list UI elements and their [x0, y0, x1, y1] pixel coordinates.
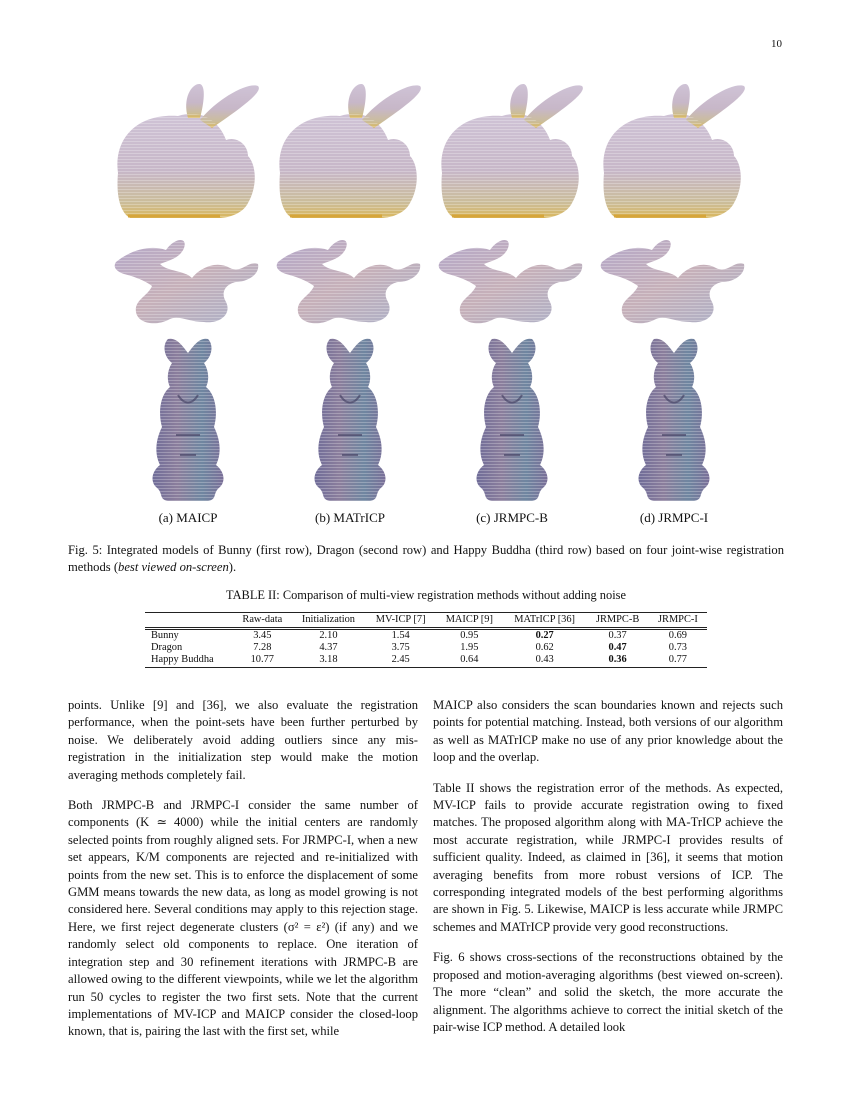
paragraph: MAICP also considers the scan boundaries known and rejects such points for potential matching. Instead, both versions of our algorithm as well as MATrICP make no use of any prior knowledge about the loop and the overlap.: [433, 698, 783, 765]
table-row: [145, 654, 707, 668]
table-cell: 0.47: [608, 642, 627, 653]
table-cell: 0.73: [668, 642, 687, 653]
subcaption-a: (a) MAICP: [158, 510, 218, 525]
figure-caption: [68, 542, 784, 576]
table-header: [145, 613, 233, 629]
paragraph: Table II shows the registration error of the methods. As expected, MV-ICP fails to provide accurate registration owing to fixed matches. The proposed algorithm along with MA-TrICP achieve the most accurate registration, while JRMPC-I provides results of sufficient quality. Indeed, as claimed in [36], it seems that motion averaging benefits from more robust versions of ICP. The corresponding integrated models of the best performing algorithms are shown in Fig. 5. Likewise, MAICP is less accurate while JRMPC schemes and MATrICP provide very good reconstructions.: [433, 780, 783, 934]
dragon-jrmpc-b-image: [432, 230, 592, 330]
table-header: MAICP [9]: [436, 613, 503, 629]
table-cell: 0.37: [608, 630, 627, 641]
table-cell: 1.95: [460, 642, 479, 653]
subcaption-c: (c) JRMPC-B: [476, 510, 548, 525]
table-header: Raw-data: [233, 613, 291, 629]
paragraph: Both JRMPC-B and JRMPC-I consider the same number of components (K ≃ 4000) while the initial centers are randomly selected points from roughly aligned sets. For JRMPC-I, when a new set appears, K/M components are rejected and re-initialized with points from the new set. This is to enforce the displacement of some GMM means towards the new data, as long as model growing is not considered here. Several conditions may apply to this rejection stage. Here, we first reject degenerate clusters (σ² = ε²) (if any) and we randomly select old components to replace. One iteration of integration step and 30 refinement iterations with JRMPC-B are allowed owing to the different viewpoints, while we let the algorithm run 50 cycles to register the two first sets. Note that the current implementations of MV-ICP and MAICP consider the closed-loop known, that is, pairing the last with the first set, while: [68, 798, 418, 1039]
table-cell: 1.54: [391, 630, 410, 641]
figure-caption-main: Fig. 5: Integrated models of Bunny (first row), Dragon (second row) and Happy Buddha (third row) based on four joint-wise registration methods (: [68, 543, 784, 574]
figure-5: [108, 78, 778, 508]
table-cell: 0.77: [649, 654, 707, 668]
table-cell: 3.75: [391, 642, 410, 653]
buddha-maicp-image: [138, 335, 238, 503]
table-header: MV-ICP [7]: [366, 613, 436, 629]
table-cell: 10.77: [233, 654, 291, 668]
table-header-row: [145, 613, 707, 629]
table-row-label: Happy Buddha: [145, 654, 233, 668]
page-number: 10: [771, 38, 782, 50]
figure-caption-end: ).: [228, 560, 237, 574]
subcaption-b: (b) MATrICP: [315, 510, 385, 525]
table-cell: 2.45: [366, 654, 436, 668]
results-table: [145, 612, 707, 668]
buddha-matricp-image: [300, 335, 400, 503]
table-cell: 0.62: [535, 642, 554, 653]
table-cell: 4.37: [319, 642, 338, 653]
dragon-jrmpc-i-image: [594, 230, 754, 330]
table-cell: 3.18: [291, 654, 365, 668]
bunny-jrmpc-b-image: [432, 78, 592, 223]
table-row-label: Dragon: [151, 642, 183, 653]
table-cell: 0.64: [436, 654, 503, 668]
table-row: [145, 629, 707, 643]
table-cell: 0.69: [668, 630, 687, 641]
table-header: Initialization: [291, 613, 365, 629]
table-header: JRMPC-I: [649, 613, 707, 629]
bunny-matricp-image: [270, 78, 430, 223]
table-cell: 7.28: [253, 642, 272, 653]
table-cell: 0.36: [586, 654, 648, 668]
table-cell: 0.43: [503, 654, 587, 668]
body-column-left: [68, 697, 418, 1054]
buddha-jrmpc-b-image: [462, 335, 562, 503]
table-header: JRMPC-B: [586, 613, 648, 629]
bunny-jrmpc-i-image: [594, 78, 754, 223]
table-cell: 2.10: [319, 630, 338, 641]
figure-caption-emphasis: best viewed on-screen: [118, 560, 229, 574]
subcaption-d: (d) JRMPC-I: [639, 510, 709, 525]
buddha-jrmpc-i-image: [624, 335, 724, 503]
paragraph: points. Unlike [9] and [36], we also evaluate the registration performance, when the point-sets have been further perturbed by noise. We deliberately avoid adding outliers since any mis-registration in the initialization step would make the motion averaging methods completely fail.: [68, 698, 418, 782]
dragon-matricp-image: [270, 230, 430, 330]
table-row: [145, 642, 707, 654]
table-cell: 0.95: [460, 630, 479, 641]
body-column-right: [433, 697, 783, 1049]
table-cell: 0.27: [535, 630, 554, 641]
table-header: MATrICP [36]: [503, 613, 587, 629]
figure-subcaptions: [108, 510, 778, 530]
table-cell: 3.45: [253, 630, 272, 641]
dragon-maicp-image: [108, 230, 268, 330]
table-row-label: Bunny: [151, 630, 179, 641]
bunny-maicp-image: [108, 78, 268, 223]
table-caption: TABLE II: Comparison of multi-view registration methods without adding noise: [226, 588, 626, 602]
paragraph: Fig. 6 shows cross-sections of the reconstructions obtained by the proposed and motion-averaging algorithms (best viewed on-screen). The more “clean” and solid the sketch, the more accurate the alignment. The algorithms achieve to correct the initial sketch of the pair-wise ICP method. A detailed look: [433, 950, 783, 1034]
